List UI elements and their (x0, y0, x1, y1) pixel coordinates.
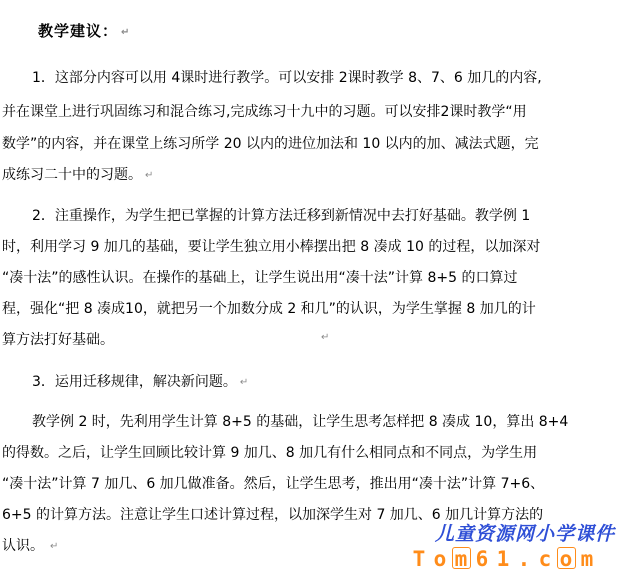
heading-text: 教学建议： (38, 22, 119, 40)
document-heading (38, 20, 130, 41)
watermark-title: 儿童资源网小学课件 (434, 523, 615, 545)
logo-char: . (517, 547, 532, 571)
logo-char: c (538, 547, 553, 571)
paragraph-3-line-1-text: 3．运用迁移规律，解决新问题。 (32, 374, 237, 390)
paragraph-mark: ↵ (50, 541, 59, 552)
paragraph-2-line-3: “凑十法”的感性认识。在操作的基础上，让学生说出用“凑十法”计算 8+5 的口算过 (2, 270, 518, 286)
paragraph-mark: ↵ (239, 377, 249, 388)
paragraph-mark: ↵ (121, 27, 131, 38)
logo-char: o (557, 547, 576, 569)
logo-char: m (580, 547, 595, 571)
paragraph-1-line-4 (2, 165, 153, 187)
paragraph-2-line-4: 程，强化“把 8 凑成10，就把另一个加数分成 2 和几”的认识，为学生掌握 8 加几的计 (2, 301, 536, 317)
paragraph-2-line-2: 时，利用学习 9 加几的基础，要让学生独立用小棒摆出把 8 凑成 10 的过程，以加深对 (2, 239, 541, 255)
paragraph-4-line-1: 教学例 2 时，先利用学生计算 8+5 的基础，让学生思考怎样把 8 凑成 10，算出 8+4 (32, 414, 569, 430)
paragraph-4-line-2: 的得数。之后，让学生回顾比较计算 9 加几、8 加几有什么相同点和不同点，为学生用 (2, 445, 538, 461)
paragraph-1-line-4-text: 成练习二十中的习题。 (2, 167, 142, 183)
watermark-logo (409, 547, 598, 571)
paragraph-1-line-2: 并在课堂上进行巩固练习和混合练习,完成练习十九中的习题。可以安排2课时教学“用 (2, 104, 527, 120)
logo-char: 1 (496, 547, 511, 571)
paragraph-mark: ↵ (145, 170, 154, 181)
paragraph-1-line-3: 数学”的内容，并在课堂上练习所学 20 以内的进位加法和 10 以内的加、减法式题，完 (2, 136, 539, 152)
logo-char: T (412, 547, 427, 571)
paragraph-4-line-4: 6+5 的计算方法。注意让学生口述计算过程，以加深学生对 7 加几、6 加几计算方法的 (2, 507, 544, 523)
logo-char: o (433, 547, 448, 571)
paragraph-mark: ↵ (321, 332, 330, 343)
paragraph-3-line-1 (32, 372, 248, 394)
logo-char: 6 (475, 547, 490, 571)
paragraph-4-line-5-text: 认识。 (2, 538, 44, 554)
paragraph-1-line-1: 1．这部分内容可以用 4课时进行教学。可以安排 2课时教学 8、7、6 加几的内容, (32, 70, 542, 86)
paragraph-2-line-5: 算方法打好基础。 (2, 332, 114, 348)
paragraph-4-line-5 (2, 536, 58, 558)
site-watermark (405, 519, 619, 575)
paragraph-2-line-1: 2．注重操作，为学生把已掌握的计算方法迁移到新情况中去打好基础。教学例 1 (32, 208, 531, 224)
logo-char: m (452, 547, 471, 569)
paragraph-4-line-3: “凑十法”计算 7 加几、6 加几做准备。然后，让学生思考，推出用“凑十法”计算 7+6、 (2, 476, 545, 492)
